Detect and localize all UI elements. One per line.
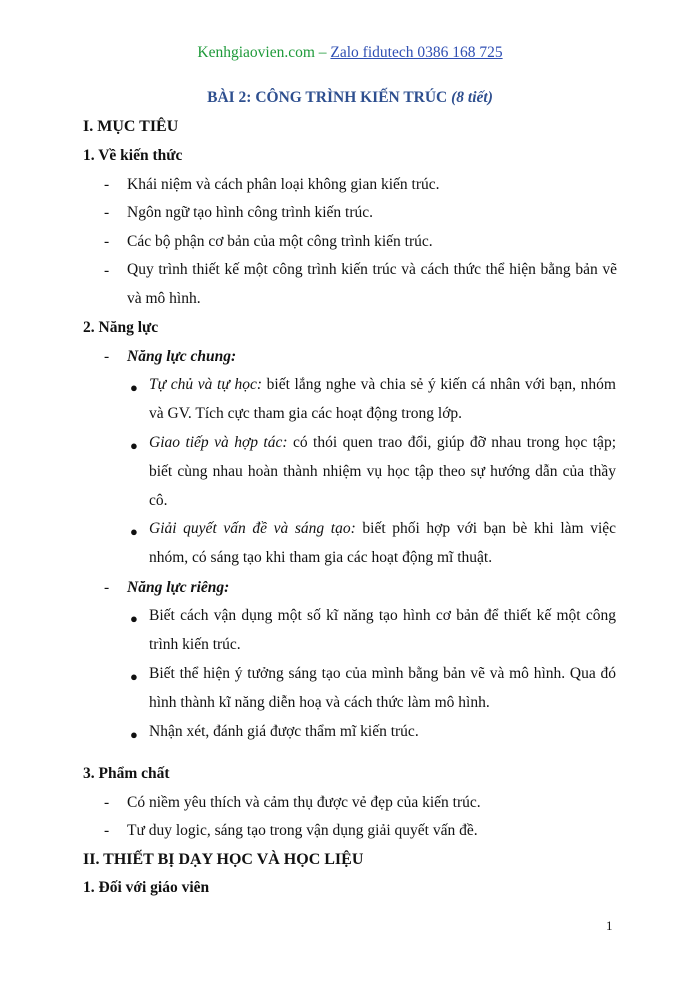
header-separator: – xyxy=(314,44,331,61)
competence-term: Tự chủ và tự học: xyxy=(149,376,262,393)
specific-competence-label: Năng lực riêng: xyxy=(127,579,230,596)
general-competence-item xyxy=(149,514,616,572)
dash-marker: - xyxy=(104,233,110,250)
bullet-marker: ● xyxy=(130,380,138,395)
section-equipment-heading: II. THIẾT BỊ DẠY HỌC VÀ HỌC LIỆU xyxy=(83,851,364,868)
knowledge-heading: 1. Về kiến thức xyxy=(83,147,183,164)
competence-heading: 2. Năng lực xyxy=(83,319,159,336)
zalo-contact-link[interactable]: Zalo fidutech 0386 168 725 xyxy=(330,44,503,61)
section-objectives-heading: I. MỤC TIÊU xyxy=(83,118,179,135)
bullet-marker: ● xyxy=(130,727,138,742)
site-link[interactable]: Kenhgiaovien.com xyxy=(197,44,315,61)
bullet-marker: ● xyxy=(130,669,138,684)
specific-competence-item: Biết thể hiện ý tưởng sáng tạo của mình bằng bản vẽ và mô hình. Qua đó hình thành kĩ năng diễn hoạ và cách thức làm mô hình. xyxy=(149,665,616,711)
bullet-marker: ● xyxy=(130,438,138,453)
teacher-subheading: 1. Đối với giáo viên xyxy=(83,879,210,896)
knowledge-item: Khái niệm và cách phân loại không gian kiến trúc. xyxy=(127,176,440,193)
dash-marker: - xyxy=(104,262,110,279)
lesson-duration: (8 tiết) xyxy=(451,89,493,106)
competence-desc: biết lắng nghe và chia sẻ ý kiến cá nhân với bạn, nhóm và GV. Tích cực tham gia các hoạt động trong lớp. xyxy=(149,376,616,422)
bullet-marker: ● xyxy=(130,524,138,539)
dash-marker: - xyxy=(104,176,110,193)
knowledge-item: Ngôn ngữ tạo hình công trình kiến trúc. xyxy=(127,204,374,221)
competence-desc: biết phối hợp với bạn bè khi làm việc nhóm, có sáng tạo khi tham gia các hoạt động mĩ thuật. xyxy=(149,520,617,566)
dash-marker: - xyxy=(104,348,110,365)
knowledge-item: Quy trình thiết kế một công trình kiến trúc và cách thức thể hiện bằng bản vẽ và mô hình. xyxy=(127,261,617,307)
qualities-heading: 3. Phẩm chất xyxy=(83,765,170,782)
specific-competence-item: Biết cách vận dụng một số kĩ năng tạo hình cơ bản để thiết kế một công trình kiến trúc. xyxy=(149,607,616,653)
page-header xyxy=(0,44,700,62)
knowledge-item: Các bộ phận cơ bản của một công trình kiến trúc. xyxy=(127,233,433,250)
competence-term: Giao tiếp và hợp tác: xyxy=(149,434,288,451)
dash-marker: - xyxy=(104,579,110,596)
dash-marker: - xyxy=(104,204,110,221)
dash-marker: - xyxy=(104,822,110,839)
lesson-title-main: BÀI 2: CÔNG TRÌNH KIẾN TRÚC xyxy=(207,89,452,106)
general-competence-item xyxy=(149,428,616,515)
bullet-marker: ● xyxy=(130,611,138,626)
page-number: 1 xyxy=(606,918,613,933)
specific-competence-item: Nhận xét, đánh giá được thẩm mĩ kiến trúc. xyxy=(149,723,419,740)
quality-item: Có niềm yêu thích và cảm thụ được vẻ đẹp của kiến trúc. xyxy=(127,794,481,811)
dash-marker: - xyxy=(104,794,110,811)
general-competence-item xyxy=(149,370,616,428)
lesson-title xyxy=(0,89,700,107)
general-competence-label: Năng lực chung: xyxy=(127,348,237,365)
quality-item: Tư duy logic, sáng tạo trong vận dụng giải quyết vấn đề. xyxy=(127,822,478,839)
competence-term: Giải quyết vấn đề và sáng tạo: xyxy=(149,520,356,537)
competence-desc: có thói quen trao đổi, giúp đỡ nhau trong học tập; biết cùng nhau hoàn thành nhiệm vụ học tập theo sự hướng dẫn của thầy cô. xyxy=(149,434,616,509)
